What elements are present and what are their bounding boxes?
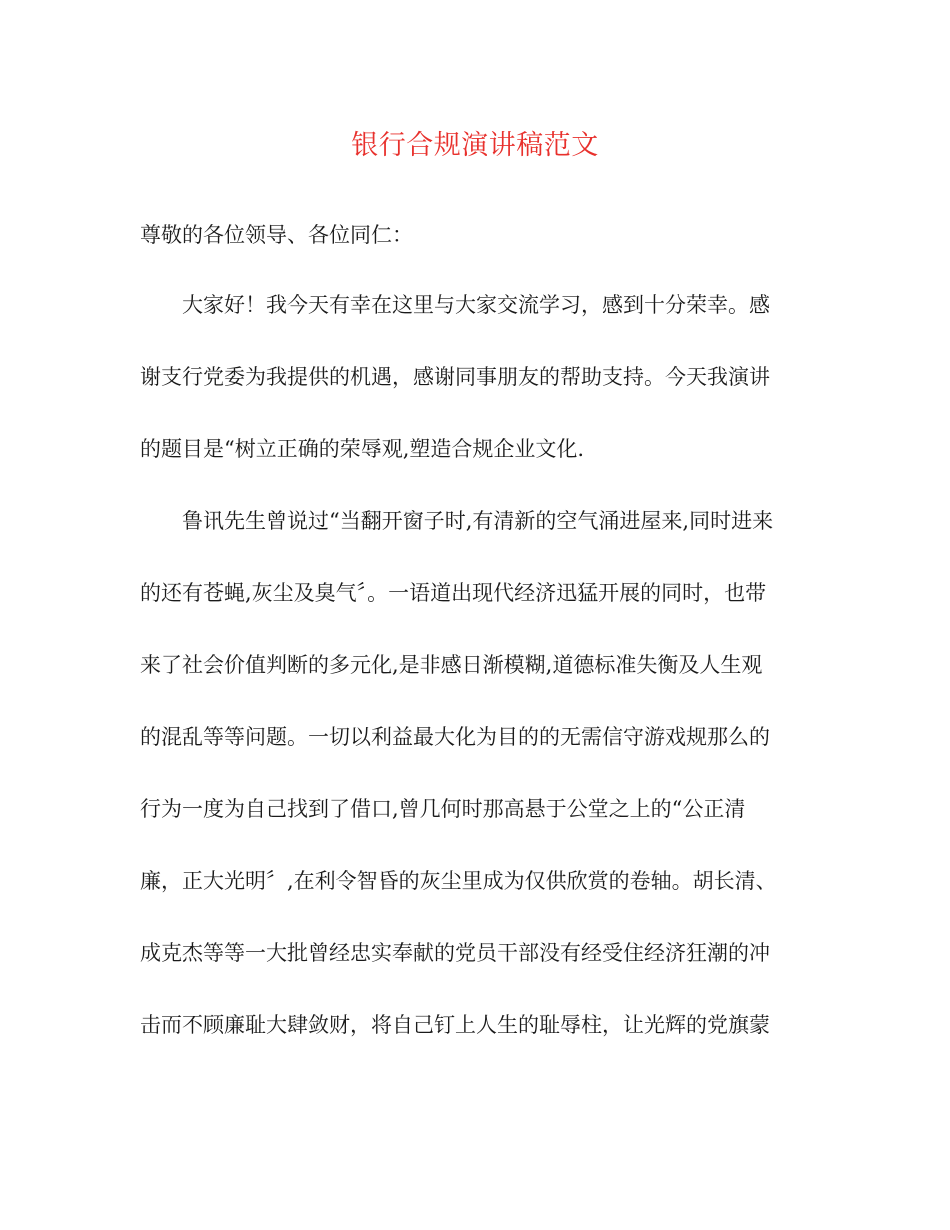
- body-line: 的混乱等等问题。一切以利益最大化为目的的无需信守游戏规那么的: [140, 725, 770, 749]
- body-line: 来了社会价值判断的多元化,是非感日渐模糊,道德标准失衡及人生观: [140, 653, 763, 677]
- salutation-line: 尊敬的各位领导、各位同仁：: [140, 223, 413, 247]
- body-line: 的题目是“树立正确的荣辱观,塑造合规企业文化.: [140, 437, 585, 461]
- document-title: 银行合规演讲稿范文: [351, 130, 599, 161]
- body-line: 廉，正大光明〞,在利令智昏的灰尘里成为仅供欣赏的卷轴。胡长清、: [140, 869, 777, 893]
- body-line: 大家好！我今天有幸在这里与大家交流学习，感到十分荣幸。感: [182, 293, 770, 317]
- body-line: 成克杰等等一大批曾经忠实奉献的党员干部没有经受住经济狂潮的冲: [140, 941, 770, 965]
- body-line: 行为一度为自己找到了借口,曾几何时那高悬于公堂之上的“公正清: [140, 797, 746, 821]
- body-line: 的还有苍蝇,灰尘及臭气〞。一语道出现代经济迅猛开展的同时，也带: [140, 581, 767, 605]
- body-line: 击而不顾廉耻大肆敛财，将自己钉上人生的耻辱柱，让光辉的党旗蒙: [140, 1013, 770, 1037]
- body-line: 鲁讯先生曾说过“当翻开窗子时,有清新的空气涌进屋来,同时进来: [182, 509, 774, 533]
- body-line: 谢支行党委为我提供的机遇，感谢同事朋友的帮助支持。今天我演讲: [140, 365, 770, 389]
